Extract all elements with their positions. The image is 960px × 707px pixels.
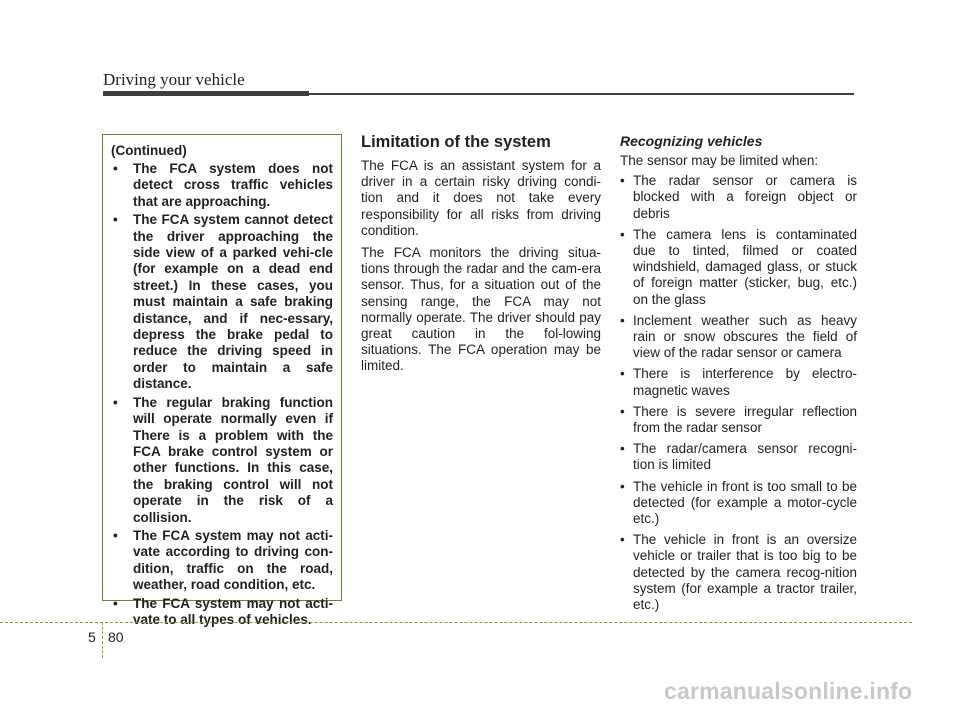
paragraph: The FCA monitors the driving situa-tions through the radar and the cam-era sensor. Thus, for a situation out of the sensing range, the FCA may not normally operate. The driver should pay great caution in the fol-lowing situations. The FCA operation may be limited. xyxy=(361,245,601,374)
bullet-icon: • xyxy=(620,478,625,494)
bullet-icon: • xyxy=(620,532,625,548)
list-item-text: Inclement weather such as heavy rain or snow obscures the field of view of the radar sensor or camera xyxy=(633,312,857,361)
caution-item xyxy=(111,528,333,594)
caution-item xyxy=(111,161,333,210)
footer-vertical-dash xyxy=(102,622,103,658)
caution-item-text: The regular braking function will operate normally even if There is a problem with the FCA brake control system or other functions. In this case, the braking control will not operate in the risk of a collision. xyxy=(133,394,333,525)
list-item-text: There is severe irregular reflection from the radar sensor xyxy=(633,403,857,436)
watermark: carmanualsonline.info xyxy=(664,678,913,704)
caution-box xyxy=(102,134,342,627)
bullet-icon: • xyxy=(620,366,625,382)
page-number: 80 xyxy=(108,629,124,645)
bullet-icon: • xyxy=(113,161,118,176)
recognizing-section xyxy=(620,132,857,618)
list-item-text: The vehicle in front is an oversize vehicle or trailer that is too big to be detected by the camera recog-nition system (for example a tractor trailer, etc.) xyxy=(633,532,857,613)
caution-item-text: The FCA system does not detect cross traffic vehicles that are approaching. xyxy=(133,161,333,209)
bullet-icon: • xyxy=(620,441,625,457)
bullet-icon: • xyxy=(620,226,625,242)
caution-item-text: The FCA system may not acti-vate according to driving con-dition, traffic on the road, weather, road condition, etc. xyxy=(133,527,333,593)
limitation-section xyxy=(361,132,601,381)
caution-item xyxy=(111,395,333,526)
footer-dashed-line xyxy=(0,622,912,623)
list-item xyxy=(620,366,857,398)
list-item-text: The radar sensor or camera is blocked with a foreign object or debris xyxy=(633,173,857,221)
caution-item xyxy=(111,212,333,392)
bullet-icon: • xyxy=(113,595,118,611)
bullet-icon: • xyxy=(620,173,625,189)
bullet-icon: • xyxy=(113,394,118,410)
list-item xyxy=(620,227,857,308)
bullet-icon: • xyxy=(620,312,625,328)
chapter-number: 5 xyxy=(88,629,96,645)
header-line xyxy=(309,93,854,95)
intro-text: The sensor may be limited when: xyxy=(620,153,819,168)
bullet-icon: • xyxy=(620,403,625,419)
section-title: Limitation of the system xyxy=(361,133,551,151)
list-item xyxy=(620,173,857,222)
list-item xyxy=(620,479,857,528)
bullet-icon: • xyxy=(113,212,118,228)
list-item xyxy=(620,532,857,613)
list-item-text: The vehicle in front is too small to be detected (for example a motor-cycle etc.) xyxy=(633,478,857,527)
list-item xyxy=(620,441,857,473)
list-item-text: The camera lens is contaminated due to tinted, filmed or coated windshield, damaged glass, or stuck of foreign matter (sticker, bug, etc.) on the glass xyxy=(633,226,857,307)
bullet-icon: • xyxy=(113,527,118,543)
caution-item-text: The FCA system cannot detect the driver approaching the side view of a parked vehi-cle (for example on a dead end street.) In these cases, you must maintain a safe braking distance, and if nec-essary, depress the brake pedal to reduce the driving speed in order to maintain a safe distance. xyxy=(133,212,333,392)
list-item-text: There is interference by electro-magnetic waves xyxy=(633,366,857,398)
caution-item-text: The FCA system may not acti-vate to all types of vehicles. xyxy=(133,595,333,627)
caution-item xyxy=(111,596,333,629)
list-item-text: The radar/camera sensor recogni-tion is limited xyxy=(633,441,857,473)
list-item xyxy=(620,313,857,362)
list-item xyxy=(620,404,857,436)
subsection-title: Recognizing vehicles xyxy=(620,133,763,149)
continued-label: (Continued) xyxy=(111,143,187,158)
header-title: Driving your vehicle xyxy=(103,70,245,89)
header-bar-thick xyxy=(103,91,309,96)
paragraph: The FCA is an assistant system for a driver in a certain risky driving condi-tion and it does not take every responsibility for all risks from driving condition. xyxy=(361,158,601,238)
